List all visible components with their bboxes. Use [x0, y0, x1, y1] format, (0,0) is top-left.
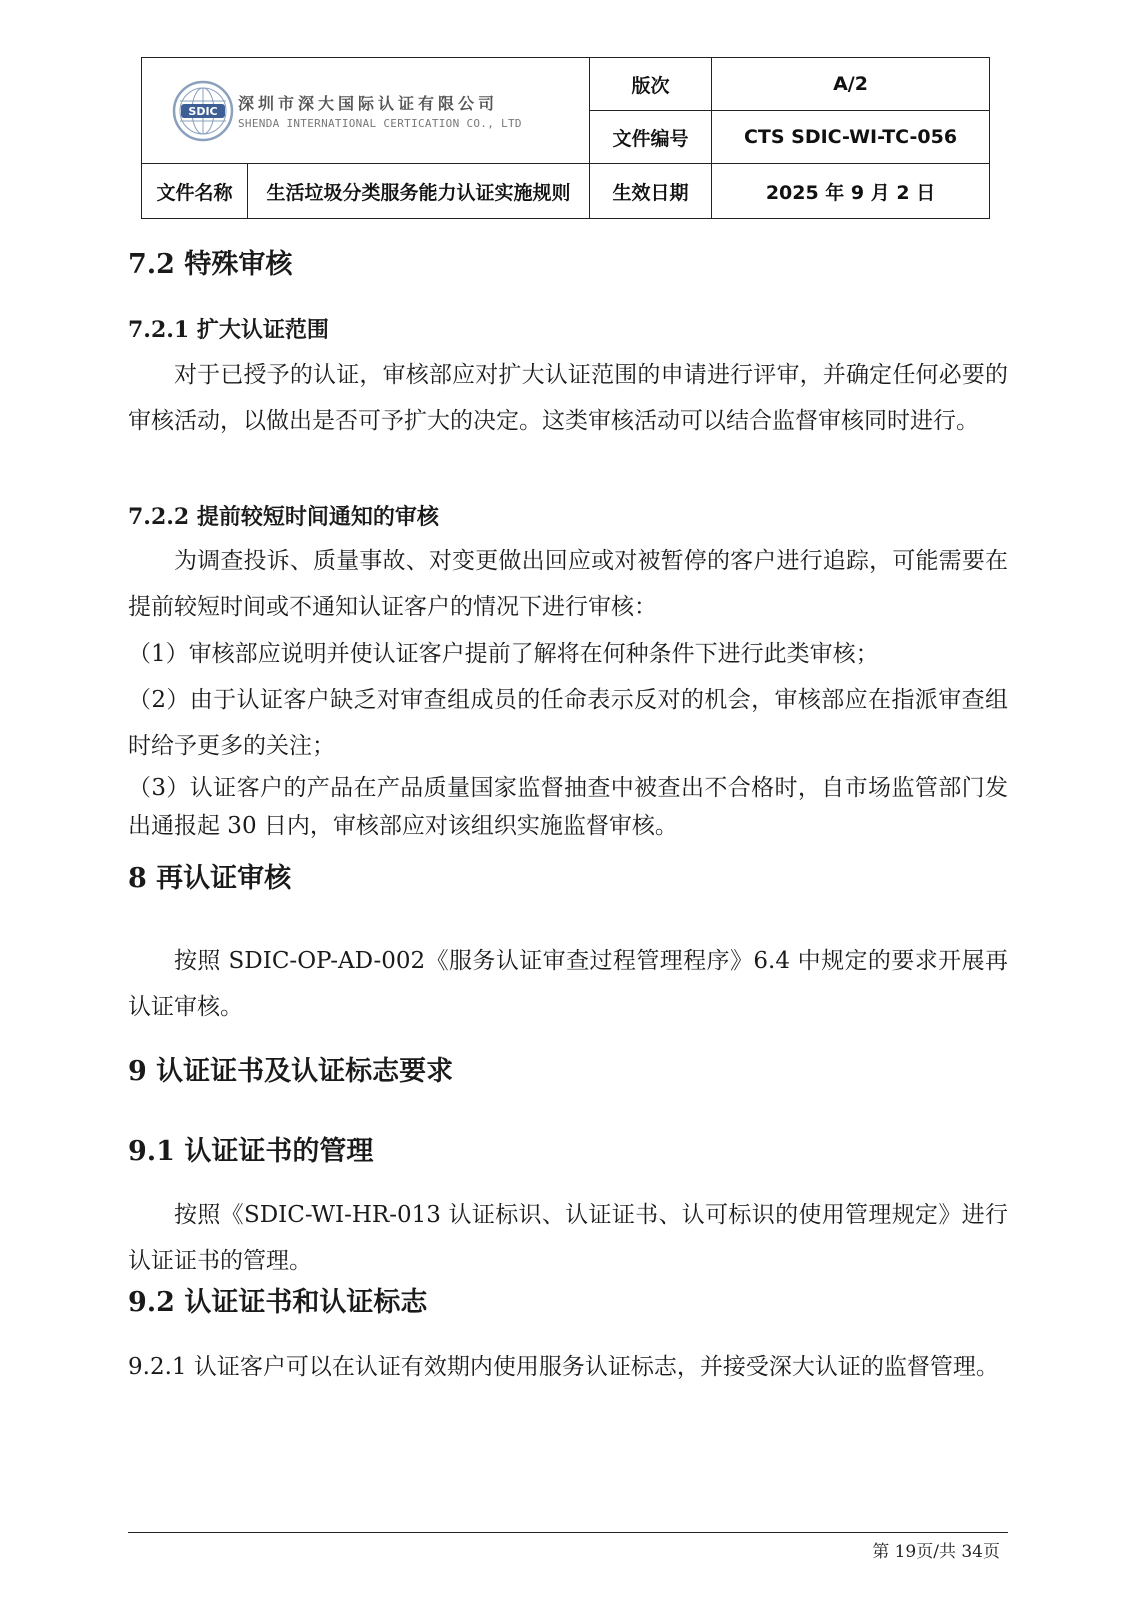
section-7-2-2-item-3: （3）认证客户的产品在产品质量国家监督抽查中被查出不合格时，自市场监管部门发出通报起 30 日内，审核部应对该组织实施监督审核。 [128, 775, 1008, 839]
section-9-heading: 9 认证证书及认证标志要求 [128, 1056, 454, 1087]
section-7-2-1-heading: 7.2.1 扩大认证范围 [128, 317, 329, 343]
version-value: A/2 [712, 58, 990, 111]
section-9-2-1-paragraph: 9.2.1 认证客户可以在认证有效期内使用服务认证标志，并接受深大认证的监督管理。 [128, 1354, 999, 1380]
effective-date-label: 生效日期 [590, 164, 712, 219]
company-name-cn: 深圳市深大国际认证有限公司 [238, 94, 499, 113]
doc-name-value: 生活垃圾分类服务能力认证实施规则 [248, 164, 590, 219]
section-9-1-heading: 9.1 认证证书的管理 [128, 1136, 374, 1167]
company-logo [172, 80, 589, 142]
section-7-2-2-paragraph: 为调查投诉、质量事故、对变更做出回应或对被暂停的客户进行追踪，可能需要在提前较短时间或不通知认证客户的情况下进行审核： [128, 548, 1008, 620]
footer-divider [128, 1532, 1008, 1533]
document-header-table [141, 57, 990, 219]
section-7-2-heading: 7.2 特殊审核 [128, 249, 293, 280]
doc-number-value: CTS SDIC-WI-TC-056 [712, 111, 990, 164]
section-7-2-2-heading: 7.2.2 提前较短时间通知的审核 [128, 504, 439, 530]
section-8-heading: 8 再认证审核 [128, 863, 292, 894]
company-name-en: SHENDA INTERNATIONAL CERTICATION CO., LTD [238, 117, 522, 130]
version-label: 版次 [590, 58, 712, 111]
company-logo-cell [142, 58, 590, 164]
section-8-paragraph: 按照 SDIC-OP-AD-002《服务认证审查过程管理程序》6.4 中规定的要求开展再认证审核。 [128, 948, 1008, 1020]
section-9-2-heading: 9.2 认证证书和认证标志 [128, 1287, 428, 1318]
section-7-2-2-item-1: （1）审核部应说明并使认证客户提前了解将在何种条件下进行此类审核； [128, 641, 879, 667]
effective-date-value: 2025 年 9 月 2 日 [712, 164, 990, 219]
logo-text: SDIC [188, 104, 218, 118]
globe-emblem-icon [172, 80, 234, 142]
doc-name-label: 文件名称 [142, 164, 248, 219]
doc-number-label: 文件编号 [590, 111, 712, 164]
page-number: 第 19页/共 34页 [872, 1542, 1000, 1562]
section-7-2-1-paragraph: 对于已授予的认证，审核部应对扩大认证范围的申请进行评审，并确定任何必要的审核活动，以做出是否可予扩大的决定。这类审核活动可以结合监督审核同时进行。 [128, 362, 1008, 434]
section-9-1-paragraph: 按照《SDIC-WI-HR-013 认证标识、认证证书、认可标识的使用管理规定》进行认证证书的管理。 [128, 1202, 1008, 1274]
section-7-2-2-item-2: （2）由于认证客户缺乏对审查组成员的任命表示反对的机会，审核部应在指派审查组时给予更多的关注； [128, 687, 1008, 759]
